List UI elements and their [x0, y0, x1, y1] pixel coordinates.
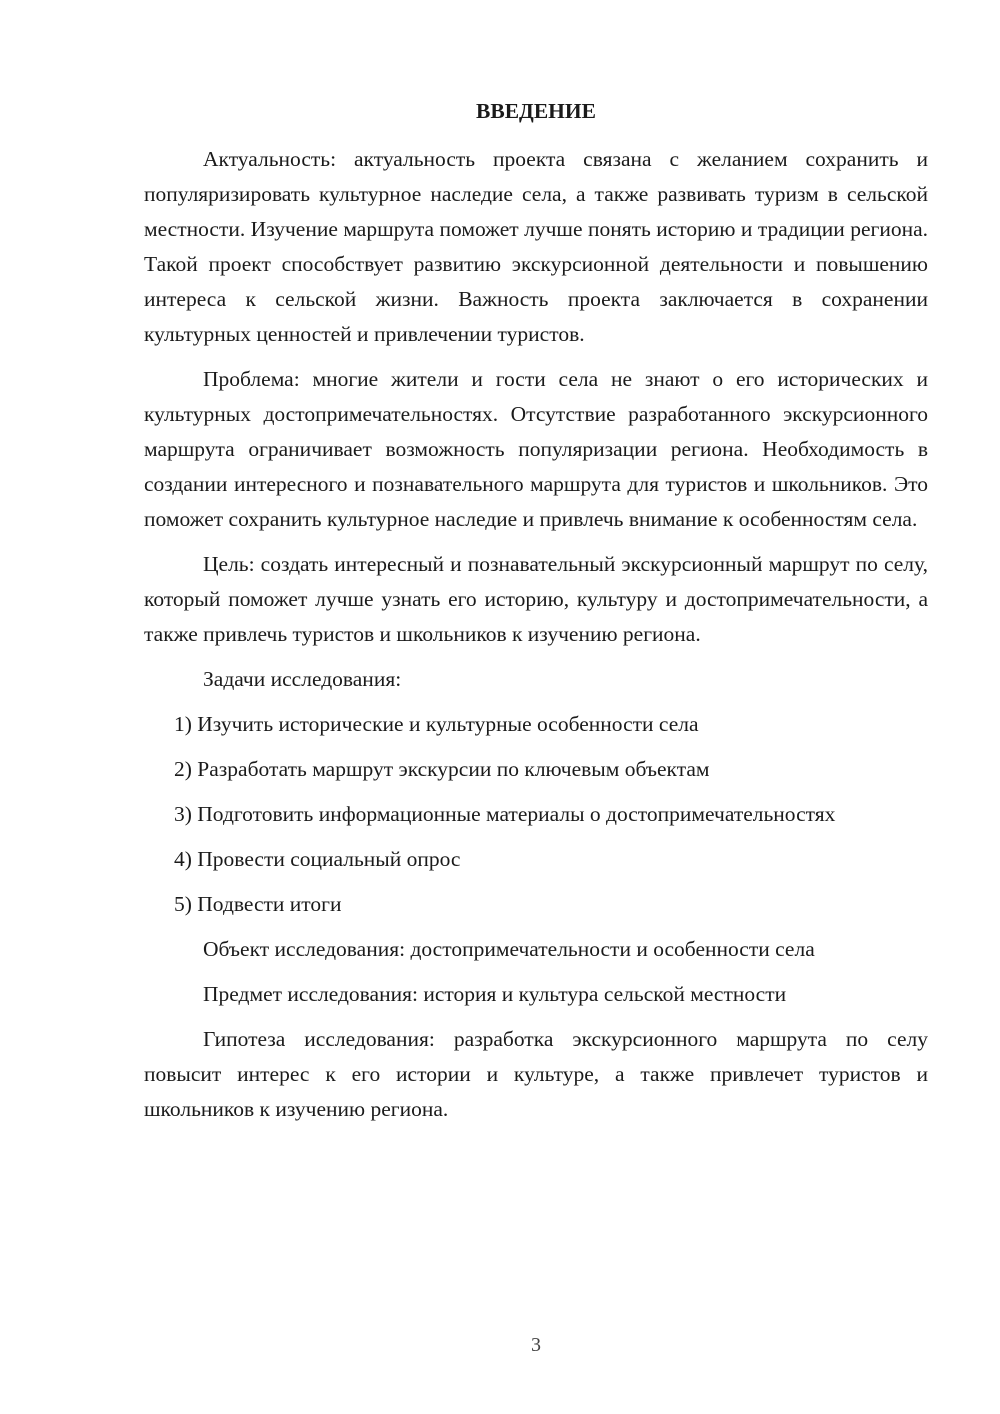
relevance-paragraph: Актуальность: актуальность проекта связана с желанием сохранить и популяризировать культурное наследие села, а также развивать туризм в сельской местности. Изучение маршрута поможет лучше понять историю и традиции региона. Такой проект способствует развитию экскурсионной деятельности и повышению интереса к сельской жизни. Важность проекта заключается в сохранении культурных ценностей и привлечении туристов.: [144, 147, 928, 346]
page-title: ВВЕДЕНИЕ: [476, 99, 596, 123]
problem-paragraph: Проблема: многие жители и гости села не знают о его исторических и культурных достопримечательностях. Отсутствие разработанного экскурсионного маршрута ограничивает возможность популяризации региона. Необходимость в создании интересного и познавательного маршрута для туристов и школьников. Это поможет сохранить культурное наследие и привлечь внимание к особенностям села.: [144, 367, 928, 531]
document-page: [144, 0, 928, 1414]
task-item: 5) Подвести итоги: [174, 892, 342, 916]
task-item: 2) Разработать маршрут экскурсии по ключевым объектам: [174, 757, 710, 781]
task-item: 3) Подготовить информационные материалы о достопримечательностях: [174, 802, 836, 826]
task-item: 1) Изучить исторические и культурные особенности села: [174, 712, 699, 736]
document-body: [144, 142, 928, 1137]
page-number: 3: [531, 1334, 541, 1356]
task-item: 4) Провести социальный опрос: [174, 847, 461, 871]
hypothesis-paragraph: Гипотеза исследования: разработка экскурсионного маршрута по селу повысит интерес к его истории и культуре, а также привлечет туристов и школьников к изучению региона.: [144, 1027, 928, 1121]
object-paragraph: Объект исследования: достопримечательности и особенности села: [203, 937, 815, 961]
subject-paragraph: Предмет исследования: история и культура сельской местности: [203, 982, 787, 1006]
goal-paragraph: Цель: создать интересный и познавательный экскурсионный маршрут по селу, который поможет лучше узнать его историю, культуру и достопримечательности, а также привлечь туристов и школьников к изучению региона.: [144, 552, 928, 646]
tasks-heading: Задачи исследования:: [203, 667, 402, 691]
